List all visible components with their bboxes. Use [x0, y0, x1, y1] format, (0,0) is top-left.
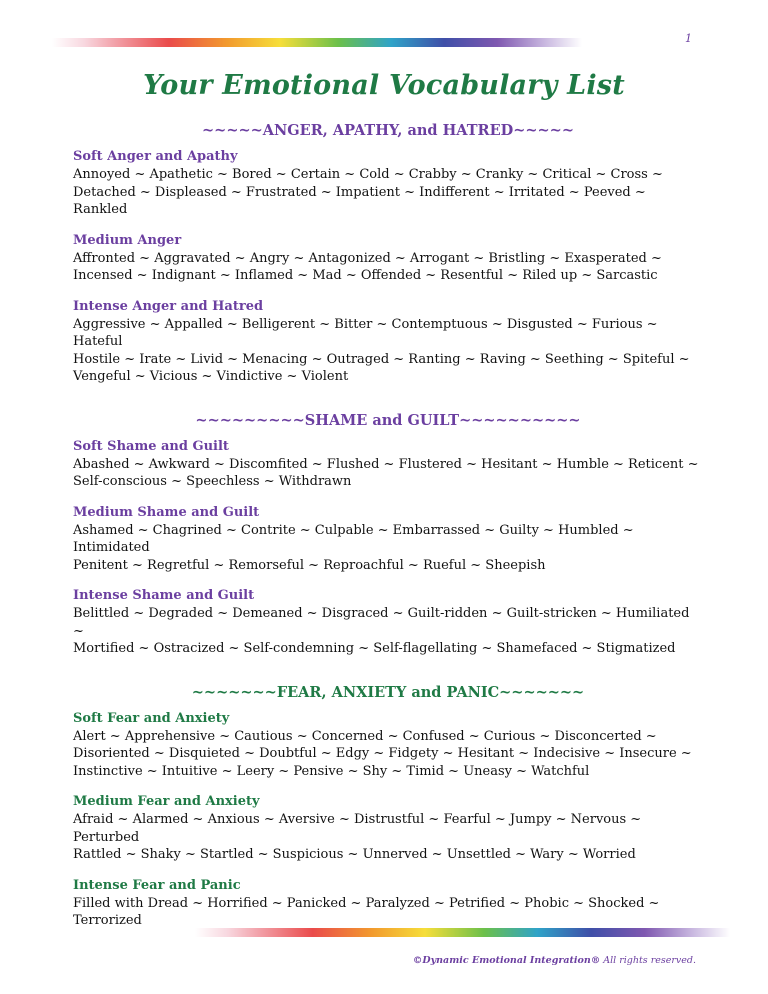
- emotion-words: [73, 728, 703, 781]
- subsection-heading: Soft Shame and Guilt: [73, 438, 229, 454]
- vocabulary-list: [73, 122, 703, 956]
- word-line: Aggressive ~ Appalled ~ Belligerent ~ Bitter ~ Contemptuous ~ Disgusted ~ Furious ~ Hateful: [73, 316, 658, 349]
- footer-rights: All rights reserved.: [600, 955, 696, 966]
- rainbow-divider-top: [52, 38, 582, 47]
- footer-brand: ©Dynamic Emotional Integration®: [412, 955, 601, 966]
- word-line: Abashed ~ Awkward ~ Discomfited ~ Flushed ~ Flustered ~ Hesitant ~ Humble ~ Reticent ~: [73, 456, 699, 472]
- emotion-words: [73, 895, 703, 930]
- emotion-words: [73, 605, 703, 658]
- subsection-heading: Medium Anger: [73, 232, 182, 248]
- subsection-heading: Medium Fear and Anxiety: [73, 794, 260, 809]
- word-line: Detached ~ Displeased ~ Frustrated ~ Impatient ~ Indifferent ~ Irritated ~ Peeved ~ Rankled: [73, 184, 646, 217]
- page-title: Your Emotional Vocabulary List: [143, 70, 625, 101]
- subsection-heading: Soft Anger and Apathy: [73, 149, 238, 164]
- word-line: Filled with Dread ~ Horrified ~ Panicked ~ Paralyzed ~ Petrified ~ Phobic ~ Shocked ~: [73, 895, 660, 911]
- section-fear: [73, 684, 703, 930]
- word-line: Terrorized: [73, 913, 142, 928]
- emotion-words: [73, 811, 703, 864]
- subsection-medium-fear: [73, 794, 703, 864]
- emotion-words: [73, 522, 703, 575]
- rainbow-divider-bottom: [195, 928, 730, 937]
- word-line: Alert ~ Apprehensive ~ Cautious ~ Concerned ~ Confused ~ Curious ~ Disconcerted ~: [73, 728, 657, 744]
- subsection-soft-fear: [73, 711, 703, 781]
- word-line: Affronted ~ Aggravated ~ Angry ~ Antagonized ~ Arrogant ~ Bristling ~ Exasperated ~: [73, 250, 662, 266]
- subsection-soft-anger: [73, 149, 703, 219]
- page-number: 1: [685, 32, 692, 45]
- subsection-heading: Intense Fear and Panic: [73, 877, 241, 893]
- section-heading: ~~~~~~~~~SHAME and GUILT~~~~~~~~~~: [195, 411, 581, 429]
- word-line: Mortified ~ Ostracized ~ Self-condemning ~ Self-flagellating ~ Shamefaced ~ Stigmatized: [73, 641, 676, 656]
- subsection-intense-shame: [73, 588, 703, 658]
- section-heading: ~~~~~~~FEAR, ANXIETY and PANIC~~~~~~~: [191, 683, 585, 701]
- word-line: Afraid ~ Alarmed ~ Anxious ~ Aversive ~ Distrustful ~ Fearful ~ Jumpy ~ Nervous ~ Perturbed: [73, 812, 642, 845]
- subsection-heading: Medium Shame and Guilt: [73, 504, 260, 520]
- section-shame: [73, 412, 703, 658]
- word-line: Belittled ~ Degraded ~ Demeaned ~ Disgraced ~ Guilt-ridden ~ Guilt-stricken ~ Humiliated ~: [73, 606, 690, 639]
- subsection-medium-anger: [73, 233, 703, 285]
- word-line: Self-conscious ~ Speechless ~ Withdrawn: [73, 474, 352, 489]
- emotion-words: [73, 250, 703, 285]
- word-line: Incensed ~ Indignant ~ Inflamed ~ Mad ~ Offended ~ Resentful ~ Riled up ~ Sarcastic: [73, 268, 658, 283]
- section-anger: [73, 122, 703, 386]
- word-line: Vengeful ~ Vicious ~ Vindictive ~ Violent: [73, 369, 349, 384]
- word-line: Ashamed ~ Chagrined ~ Contrite ~ Culpable ~ Embarrassed ~ Guilty ~ Humbled ~ Intimidated: [73, 522, 634, 555]
- section-heading: ~~~~~ANGER, APATHY, and HATRED~~~~~: [202, 122, 574, 139]
- word-line: Hostile ~ Irate ~ Livid ~ Menacing ~ Outraged ~ Ranting ~ Raving ~ Seething ~ Spiteful ~: [73, 351, 690, 367]
- emotion-words: [73, 316, 703, 386]
- subsection-heading: Intense Shame and Guilt: [73, 588, 255, 603]
- copyright-footer: [413, 955, 696, 966]
- subsection-heading: Intense Anger and Hatred: [73, 298, 264, 314]
- subsection-medium-shame: [73, 505, 703, 575]
- word-line: Instinctive ~ Intuitive ~ Leery ~ Pensive ~ Shy ~ Timid ~ Uneasy ~ Watchful: [73, 763, 590, 779]
- subsection-soft-shame: [73, 439, 703, 491]
- word-line: Disoriented ~ Disquieted ~ Doubtful ~ Edgy ~ Fidgety ~ Hesitant ~ Indecisive ~ Insecure ~: [73, 746, 692, 761]
- word-line: Annoyed ~ Apathetic ~ Bored ~ Certain ~ Cold ~ Crabby ~ Cranky ~ Critical ~ Cross ~: [73, 167, 663, 182]
- emotion-words: [73, 456, 703, 491]
- word-line: Penitent ~ Regretful ~ Remorseful ~ Reproachful ~ Rueful ~ Sheepish: [73, 557, 546, 573]
- subsection-intense-anger: [73, 299, 703, 386]
- subsection-intense-fear: [73, 878, 703, 930]
- emotion-words: [73, 166, 703, 219]
- word-line: Rattled ~ Shaky ~ Startled ~ Suspicious ~ Unnerved ~ Unsettled ~ Wary ~ Worried: [73, 847, 636, 862]
- subsection-heading: Soft Fear and Anxiety: [73, 710, 230, 726]
